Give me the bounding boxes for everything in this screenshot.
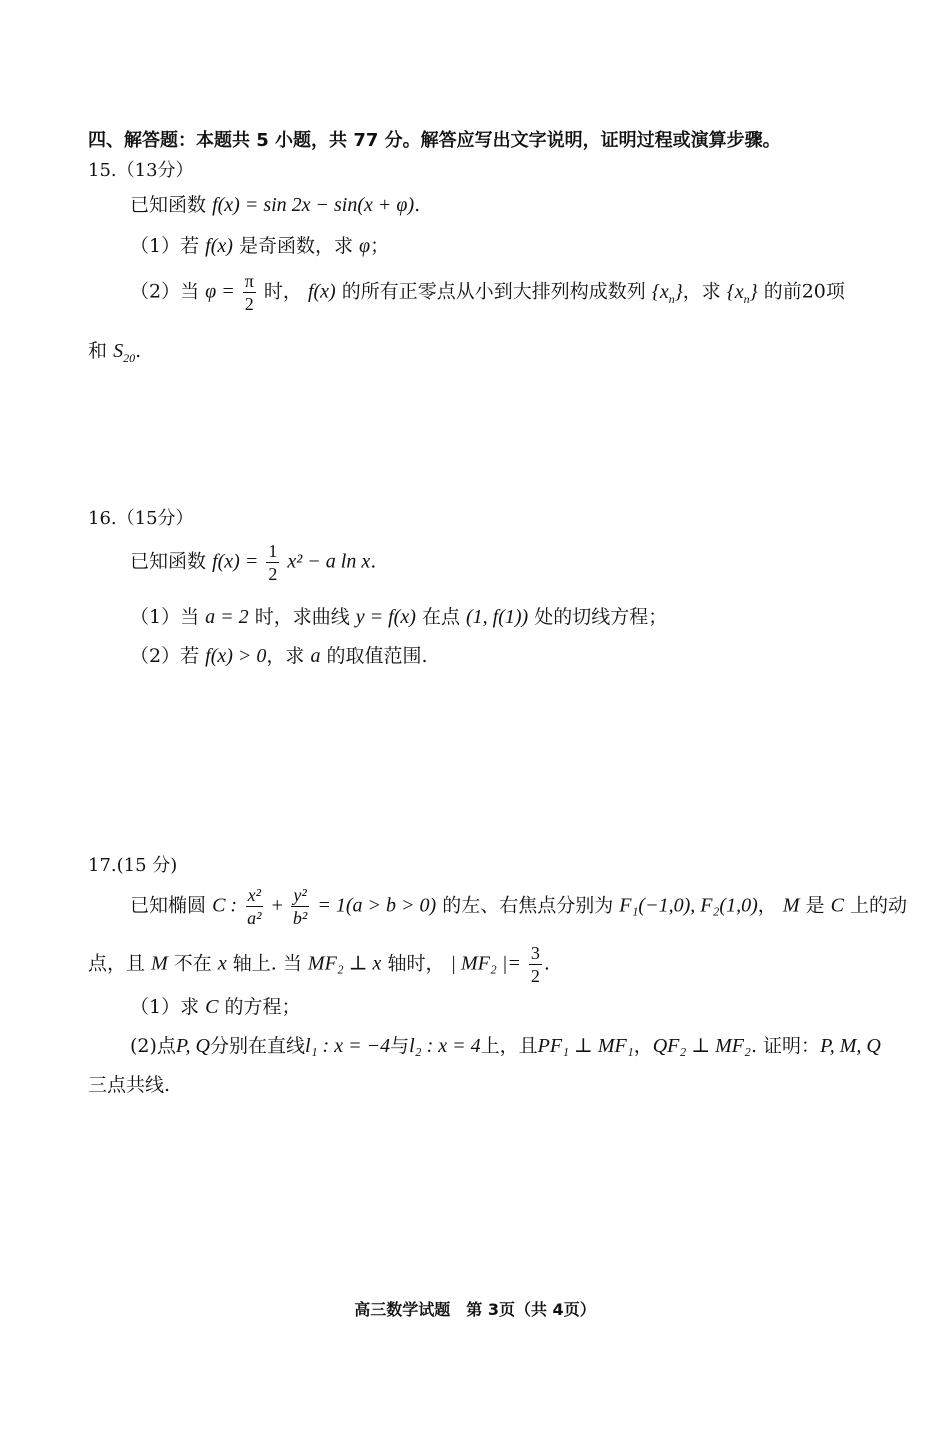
q15-stem-end: . xyxy=(414,194,421,216)
q16-p1-cond: a = 2 xyxy=(205,606,249,628)
q17-line2-end: . xyxy=(543,952,550,975)
q15-number: 15.（13分） xyxy=(88,160,194,181)
q15-p2-c: ，求 xyxy=(682,280,721,303)
q17-f2-den: b² xyxy=(292,908,308,928)
q16-stem-lhs: f(x) = xyxy=(212,550,259,573)
q15-part2-line2 xyxy=(88,336,141,366)
q17-p2-l1: l₁ : x = −4 xyxy=(305,1035,391,1057)
q17-p2-label: (2)点 xyxy=(130,1035,176,1057)
q17-part2 xyxy=(130,1031,881,1058)
q17-line2-num: 3 xyxy=(530,943,540,963)
q17-stem-a: 的左、右焦点分别为 xyxy=(442,894,614,917)
q17-stem-C2: C xyxy=(830,894,844,917)
q15-stem-pre: 已知函数 xyxy=(130,194,207,216)
q15-p2-d: 的前20项 xyxy=(763,280,845,303)
q15-p2-frac-den: 2 xyxy=(244,294,254,314)
q15-part2 xyxy=(130,272,845,313)
q16-fraction xyxy=(266,542,279,583)
q15-p2-frac-num: π xyxy=(244,271,254,291)
q17-fraction-x xyxy=(245,886,263,927)
q17-line2-M: M xyxy=(151,952,168,975)
q17-p2-perp2: QF₂ ⊥ MF₂ xyxy=(652,1035,751,1057)
q17-stem xyxy=(130,886,907,927)
q17-eq-cond: = 1(a > b > 0) xyxy=(317,894,437,917)
q17-f2-num: y² xyxy=(293,885,307,905)
q15-p2-seq2-open: {x xyxy=(726,280,744,303)
q15-p1-var: φ xyxy=(359,235,371,257)
q17-p2-d: ， xyxy=(633,1035,653,1057)
q17-p2-b: 与 xyxy=(390,1035,410,1057)
q16-part2 xyxy=(130,641,428,668)
q16-p2-b: 的取值范围. xyxy=(326,645,428,667)
q15-p2-seq1 xyxy=(651,280,683,306)
q15-part1 xyxy=(130,231,389,258)
q17-stem-b: ， xyxy=(757,894,777,917)
q15-p2-a: 时， xyxy=(263,280,302,303)
q17-stem-c: 是 xyxy=(805,894,825,917)
q16-p1-b: 在点 xyxy=(421,606,460,628)
q17-line2-b: 不在 xyxy=(173,952,212,975)
q15-p2-seq2 xyxy=(726,280,758,306)
q15-p1-label: （1）若 xyxy=(130,235,200,257)
q15-p2-seq2-close: } xyxy=(749,280,758,303)
q15-p2-seq2-sub: n xyxy=(743,291,750,306)
q17-f1-den: a² xyxy=(247,908,262,928)
q17-p2-perp1: PF₁ ⊥ MF₁ xyxy=(537,1035,634,1057)
q17-fraction-y xyxy=(291,886,309,927)
q15-p2-seq1-sub: n xyxy=(668,291,675,306)
q17-number: 17.(15 分) xyxy=(88,855,178,876)
q17-p2-pts: P, M, Q xyxy=(820,1035,881,1057)
q16-stem-rhs: x² − a ln x xyxy=(287,550,371,573)
q15-p2-seq1-open: {x xyxy=(651,280,669,303)
q16-frac-den: 2 xyxy=(268,564,278,584)
q17-p1-C: C xyxy=(205,996,219,1018)
q17-line2-cond: MF₂ ⊥ x xyxy=(307,952,382,975)
q15-p2-func: f(x) xyxy=(307,280,336,303)
q15-p2-var: φ = xyxy=(205,280,235,303)
q16-stem-end: . xyxy=(370,550,377,573)
q17-p2-a: 分别在直线 xyxy=(210,1035,306,1057)
q15-p2-line2-end: . xyxy=(135,340,142,362)
q16-p2-label: （2）若 xyxy=(130,645,200,667)
q17-line2-den: 2 xyxy=(530,966,540,986)
q17-f1-num: x² xyxy=(247,885,261,905)
q17-line2-abs: | MF₂ |= xyxy=(450,952,521,975)
q17-line2-c: 轴上. 当 xyxy=(232,952,302,975)
q15-p2-S: S xyxy=(113,340,124,362)
q16-stem xyxy=(130,542,376,583)
q17-p1: （1）求 xyxy=(130,996,200,1018)
q17-part1 xyxy=(130,992,301,1019)
q15-p1-end: ； xyxy=(370,235,390,257)
q17-line2 xyxy=(88,944,550,985)
q16-stem-pre: 已知函数 xyxy=(130,550,207,573)
q15-p2-seq1-close: } xyxy=(674,280,683,303)
q17-p2-c: 上，且 xyxy=(480,1035,538,1057)
q15-p2-line2-pre: 和 xyxy=(88,340,108,362)
q16-p2-var: a xyxy=(310,645,321,667)
q17-stem-d: 上的动 xyxy=(849,894,907,917)
q17-p2-e: . 证明： xyxy=(750,1035,821,1057)
q16-p2-a: ，求 xyxy=(266,645,305,667)
q17-stem-C: C : xyxy=(212,894,238,917)
q15-p2-label: （2）当 xyxy=(130,280,200,303)
q17-line3: 三点共线. xyxy=(88,1074,171,1096)
q15-p2-S-sub: 20 xyxy=(123,351,136,365)
q17-line2-d: 轴时， xyxy=(387,952,445,975)
q17-foci: F₁(−1,0), F₂(1,0) xyxy=(619,894,758,917)
q16-p2-cond: f(x) > 0 xyxy=(205,645,267,667)
q16-p1-label: （1）当 xyxy=(130,606,200,628)
q17-p2-l2: l₂ : x = 4 xyxy=(409,1035,481,1057)
q15-p2-fraction xyxy=(243,272,256,313)
q15-p1-mid: 是奇函数，求 xyxy=(238,235,353,257)
q15-stem xyxy=(130,190,420,217)
q15-p2-S20 xyxy=(113,340,136,365)
q15-p2-b: 的所有正零点从小到大排列构成数列 xyxy=(341,280,646,303)
q17-p2-PQ: P, Q xyxy=(175,1035,211,1057)
q16-p1-curve: y = f(x) xyxy=(355,606,416,628)
q16-p1-a: 时，求曲线 xyxy=(254,606,350,628)
q17-line2-x: x xyxy=(217,952,227,975)
q16-part1 xyxy=(130,602,667,629)
q15-p1-func: f(x) xyxy=(205,235,233,257)
q16-p1-c: 处的切线方程； xyxy=(534,606,668,628)
q17-plus: + xyxy=(271,894,283,917)
page-footer: 高三数学试题 第 3页（共 4页） xyxy=(354,1300,596,1319)
q16-p1-point: (1, f(1)) xyxy=(466,606,529,628)
q17-p1-end: 的方程； xyxy=(224,996,301,1018)
q17-line2-a: 点，且 xyxy=(88,952,146,975)
q16-number: 16.（15分） xyxy=(88,508,194,529)
q17-stem-pre: 已知椭圆 xyxy=(130,894,207,917)
section-heading: 四、解答题：本题共 5 小题，共 77 分。解答应写出文字说明，证明过程或演算步骤。 xyxy=(88,130,781,151)
q17-stem-M: M xyxy=(782,894,800,917)
q15-stem-func: f(x) = sin 2x − sin(x + φ) xyxy=(212,194,415,216)
q17-line2-fraction xyxy=(529,944,542,985)
q16-frac-num: 1 xyxy=(268,541,278,561)
